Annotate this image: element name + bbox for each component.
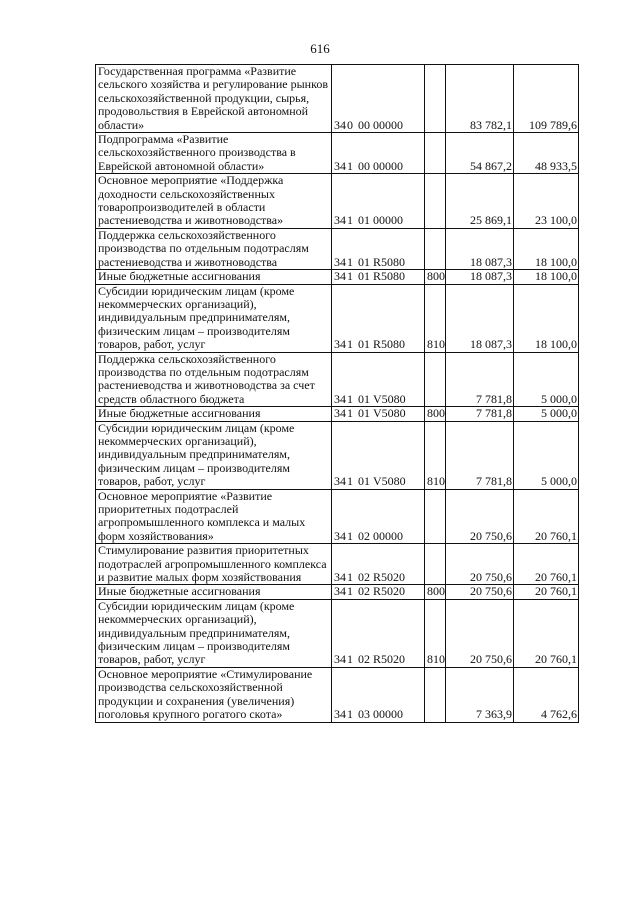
table-row (96, 174, 579, 229)
row-expense-type: 810 (425, 599, 446, 667)
row-name: Основное мероприятие «Поддержка доходности сельскохозяйственных товаропроизводителей в области растениеводства и животноводства» (96, 174, 332, 229)
row-expense-type (425, 667, 446, 722)
code-program: 34 (334, 254, 346, 269)
table-row (96, 284, 579, 352)
row-name: Поддержка сельскохозяйственного производства по отдельным подотраслям растениеводства и животноводства (96, 228, 332, 269)
code-measure: 03 (358, 707, 370, 722)
code-subprogram: 1 (347, 474, 353, 489)
code-direction: R5020 (373, 570, 406, 585)
code-measure: 01 (358, 391, 370, 406)
code-direction: V5080 (373, 391, 406, 406)
row-name: Субсидии юридическим лицам (кроме некоммерческих организаций), индивидуальным предпринимателям, физическим лицам – производителям товаров, работ, услуг (96, 284, 332, 352)
code-program: 34 (334, 707, 346, 722)
row-name: Иные бюджетные ассигнования (96, 270, 332, 284)
row-sum-2: 23 100,0 (514, 174, 579, 229)
row-expense-type: 810 (425, 421, 446, 489)
row-expense-type (425, 544, 446, 585)
table-row (96, 65, 579, 133)
row-code (332, 270, 425, 284)
row-sum-2: 18 100,0 (514, 270, 579, 284)
code-direction: R5020 (373, 584, 406, 599)
code-measure: 00 (358, 158, 370, 173)
row-code (332, 228, 425, 269)
row-sum-1: 20 750,6 (446, 585, 514, 599)
code-direction: R5020 (373, 652, 406, 667)
code-direction: V5080 (373, 474, 406, 489)
row-sum-1: 7 363,9 (446, 667, 514, 722)
row-name: Субсидии юридическим лицам (кроме некоммерческих организаций), индивидуальным предпринимателям, физическим лицам – производителям товаров, работ, услуг (96, 421, 332, 489)
code-program: 34 (334, 391, 346, 406)
code-subprogram: 1 (347, 158, 353, 173)
code-program: 34 (334, 528, 346, 543)
row-expense-type (425, 133, 446, 174)
code-program: 34 (334, 269, 346, 284)
code-program: 34 (334, 652, 346, 667)
row-code (332, 421, 425, 489)
code-subprogram: 1 (347, 584, 353, 599)
code-direction: R5080 (373, 337, 406, 352)
row-sum-2: 109 789,6 (514, 65, 579, 133)
row-expense-type (425, 174, 446, 229)
code-subprogram: 1 (347, 406, 353, 421)
row-expense-type (425, 65, 446, 133)
row-sum-2: 18 100,0 (514, 284, 579, 352)
row-name: Государственная программа «Развитие сельского хозяйства и регулирование рынков сельскохозяйственной продукции, сырья, продовольствия в Еврейской автономной области» (96, 65, 332, 133)
row-expense-type: 810 (425, 284, 446, 352)
row-sum-1: 20 750,6 (446, 489, 514, 544)
row-name: Основное мероприятие «Развитие приоритетных подотраслей агропромышленного комплекса и малых форм хозяйствования» (96, 489, 332, 544)
page-number: 616 (310, 41, 330, 56)
code-measure: 00 (358, 117, 370, 132)
row-sum-1: 7 781,8 (446, 421, 514, 489)
row-code (332, 599, 425, 667)
row-sum-1: 20 750,6 (446, 544, 514, 585)
table-row (96, 489, 579, 544)
code-subprogram: 1 (347, 254, 353, 269)
row-sum-2: 20 760,1 (514, 585, 579, 599)
row-name: Основное мероприятие «Стимулирование производства сельскохозяйственной продукции и сохранения (увеличения) поголовья крупного рогатого скота» (96, 667, 332, 722)
row-name: Поддержка сельскохозяйственного производства по отдельным подотраслям растениеводства и животноводства за счет средств областного бюджета (96, 352, 332, 407)
row-code (332, 667, 425, 722)
code-direction: 00000 (373, 528, 403, 543)
table-row (96, 352, 579, 407)
code-program: 34 (334, 474, 346, 489)
code-direction: R5080 (373, 269, 406, 284)
code-direction: 00000 (373, 117, 403, 132)
budget-table-body (96, 65, 579, 723)
table-row (96, 585, 579, 599)
row-sum-1: 54 867,2 (446, 133, 514, 174)
row-code (332, 585, 425, 599)
row-name: Стимулирование развития приоритетных подотраслей агропромышленного комплекса и развитие малых форм хозяйствования (96, 544, 332, 585)
code-subprogram: 1 (347, 269, 353, 284)
row-sum-1: 83 782,1 (446, 65, 514, 133)
row-expense-type (425, 489, 446, 544)
row-sum-2: 48 933,5 (514, 133, 579, 174)
table-row (96, 407, 579, 421)
row-sum-2: 5 000,0 (514, 407, 579, 421)
row-name: Подпрограмма «Развитие сельскохозяйственного производства в Еврейской автономной области» (96, 133, 332, 174)
row-sum-1: 25 869,1 (446, 174, 514, 229)
row-name: Иные бюджетные ассигнования (96, 585, 332, 599)
code-subprogram: 1 (347, 337, 353, 352)
row-sum-1: 18 087,3 (446, 284, 514, 352)
row-sum-2: 5 000,0 (514, 421, 579, 489)
row-code (332, 407, 425, 421)
row-sum-1: 20 750,6 (446, 599, 514, 667)
code-measure: 01 (358, 213, 370, 228)
table-row (96, 421, 579, 489)
code-direction: 00000 (373, 213, 403, 228)
row-code (332, 284, 425, 352)
code-subprogram: 1 (347, 707, 353, 722)
code-measure: 02 (358, 584, 370, 599)
row-code (332, 133, 425, 174)
row-expense-type: 800 (425, 270, 446, 284)
code-measure: 01 (358, 254, 370, 269)
code-measure: 01 (358, 406, 370, 421)
row-expense-type: 800 (425, 407, 446, 421)
code-program: 34 (334, 406, 346, 421)
code-program: 34 (334, 213, 346, 228)
row-code (332, 65, 425, 133)
code-measure: 02 (358, 528, 370, 543)
row-expense-type (425, 352, 446, 407)
row-name: Субсидии юридическим лицам (кроме некоммерческих организаций), индивидуальным предпринимателям, физическим лицам – производителям товаров, работ, услуг (96, 599, 332, 667)
row-code (332, 174, 425, 229)
row-sum-2: 20 760,1 (514, 489, 579, 544)
code-direction: R5080 (373, 254, 406, 269)
code-program: 34 (334, 117, 346, 132)
row-code (332, 544, 425, 585)
row-sum-1: 7 781,8 (446, 352, 514, 407)
row-name: Иные бюджетные ассигнования (96, 407, 332, 421)
code-direction: 00000 (373, 158, 403, 173)
code-program: 34 (334, 337, 346, 352)
row-expense-type: 800 (425, 585, 446, 599)
table-row (96, 133, 579, 174)
code-subprogram: 1 (347, 652, 353, 667)
code-direction: 00000 (373, 707, 403, 722)
code-measure: 01 (358, 269, 370, 284)
row-sum-2: 18 100,0 (514, 228, 579, 269)
code-subprogram: 1 (347, 391, 353, 406)
table-row (96, 544, 579, 585)
row-code (332, 489, 425, 544)
row-sum-1: 18 087,3 (446, 228, 514, 269)
code-subprogram: 1 (347, 213, 353, 228)
code-subprogram: 1 (347, 528, 353, 543)
table-row (96, 228, 579, 269)
row-sum-2: 20 760,1 (514, 544, 579, 585)
code-measure: 02 (358, 570, 370, 585)
code-program: 34 (334, 584, 346, 599)
code-subprogram: 0 (347, 117, 353, 132)
code-direction: V5080 (373, 406, 406, 421)
row-sum-1: 7 781,8 (446, 407, 514, 421)
code-program: 34 (334, 570, 346, 585)
row-sum-1: 18 087,3 (446, 270, 514, 284)
table-row (96, 667, 579, 722)
code-measure: 01 (358, 337, 370, 352)
table-row (96, 270, 579, 284)
row-expense-type (425, 228, 446, 269)
row-sum-2: 5 000,0 (514, 352, 579, 407)
code-measure: 02 (358, 652, 370, 667)
table-row (96, 599, 579, 667)
code-program: 34 (334, 158, 346, 173)
row-sum-2: 20 760,1 (514, 599, 579, 667)
row-sum-2: 4 762,6 (514, 667, 579, 722)
row-code (332, 352, 425, 407)
code-measure: 01 (358, 474, 370, 489)
code-subprogram: 1 (347, 570, 353, 585)
budget-table (95, 64, 579, 723)
